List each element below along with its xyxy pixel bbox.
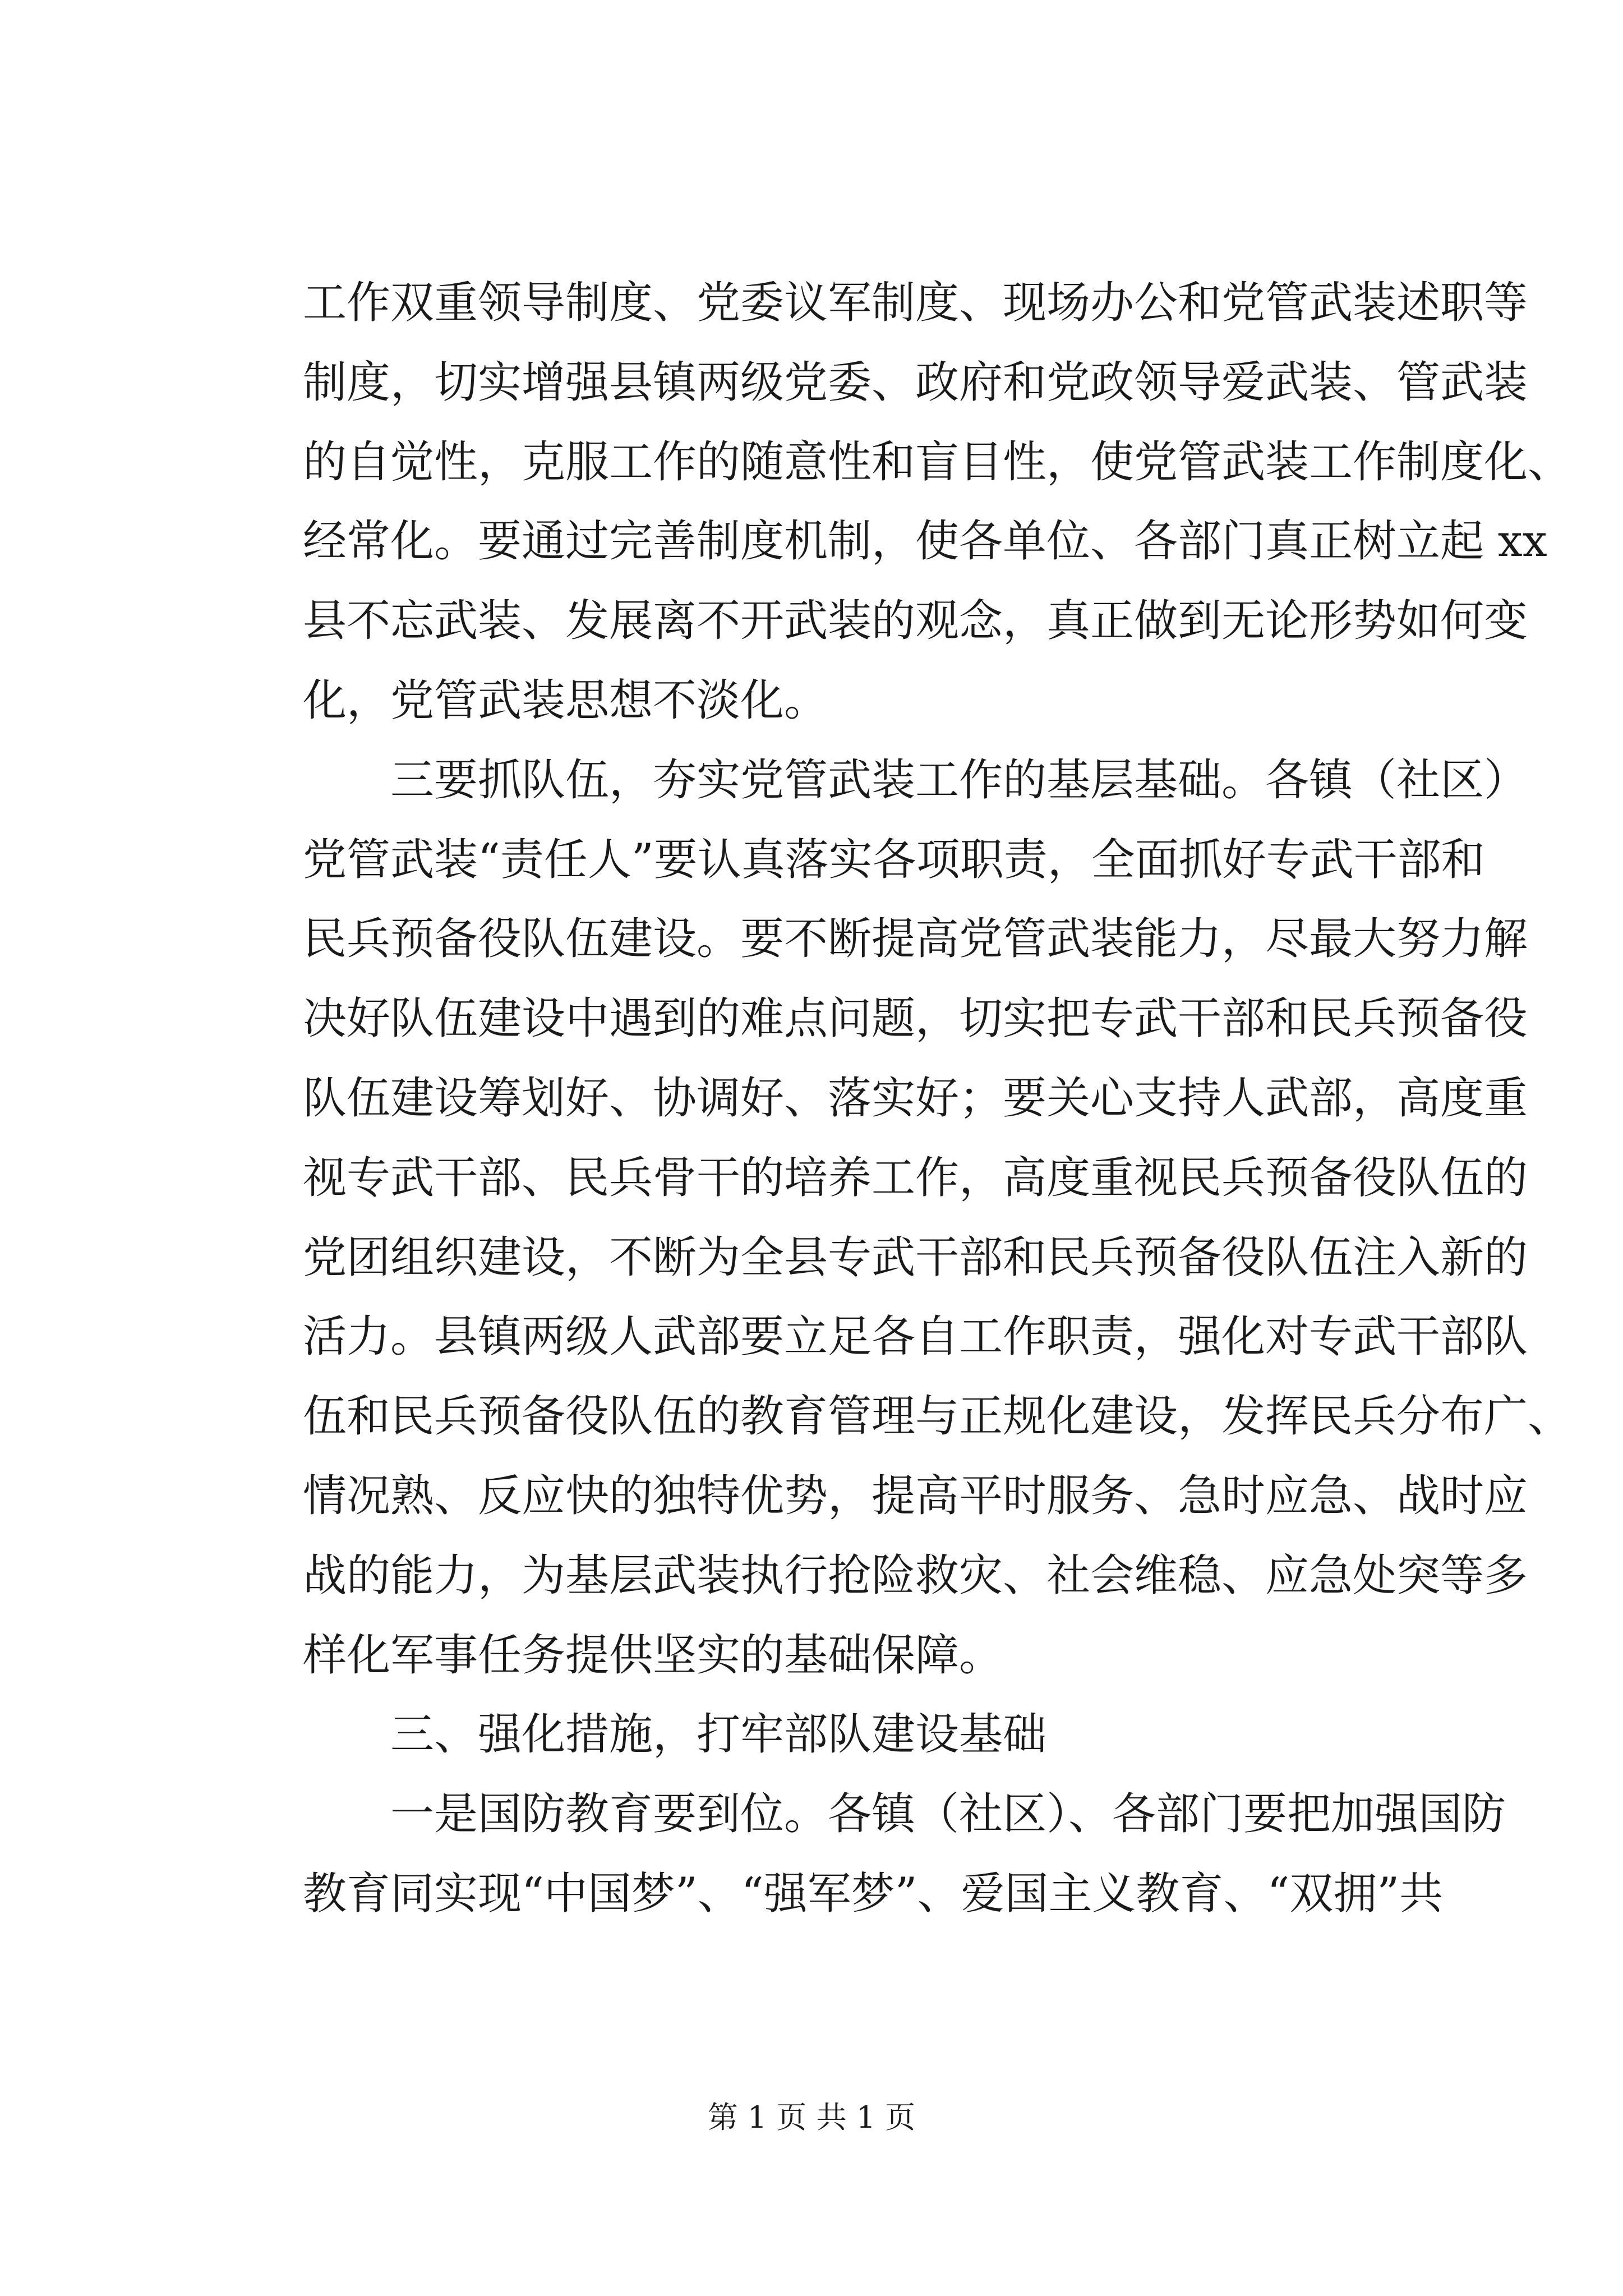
paragraph-line: 三要抓队伍，夯实党管武装工作的基层基础。各镇（社区）: [390, 754, 1528, 806]
paragraph-line: 化，党管武装思想不淡化。: [303, 675, 828, 726]
paragraph-line: 伍和民兵预备役队伍的教育管理与正规化建设，发挥民兵分布广、: [303, 1391, 1572, 1442]
paragraph-line: 党管武装“责任人”要认真落实各项职责，全面抓好专武干部和: [303, 834, 1485, 885]
paragraph-line: 教育同实现“中国梦”、“强军梦”、爱国主义教育、“双拥”共: [303, 1868, 1444, 1919]
paragraph-line: 样化军事任务提供坚实的基础保障。: [303, 1630, 1003, 1681]
paragraph-line: 民兵预备役队伍建设。要不断提高党管武装能力，尽最大努力解: [303, 914, 1528, 965]
paragraph-line: 队伍建设筹划好、协调好、落实好；要关心支持人武部，高度重: [303, 1073, 1528, 1124]
paragraph-line: 经常化。要通过完善制度机制，使各单位、各部门真正树立起 xx: [303, 516, 1547, 567]
paragraph-line: 视专武干部、民兵骨干的培养工作，高度重视民兵预备役队伍的: [303, 1152, 1528, 1203]
paragraph-line: 决好队伍建设中遇到的难点问题，切实把专武干部和民兵预备役: [303, 993, 1528, 1045]
paragraph-line: 工作双重领导制度、党委议军制度、现场办公和党管武装述职等: [303, 278, 1528, 328]
page-number-footer: 第 1 页 共 1 页: [707, 2100, 916, 2135]
paragraph-line: 一是国防教育要到位。各镇（社区）、各部门要把加强国防: [390, 1789, 1506, 1840]
document-body: [303, 264, 1572, 1934]
paragraph-line: 的自觉性，克服工作的随意性和盲目性，使党管武装工作制度化、: [303, 436, 1572, 487]
paragraph-line: 县不忘武装、发展离不开武装的观念，真正做到无论形势如何变: [303, 596, 1528, 647]
paragraph-line: 党团组织建设，不断为全县专武干部和民兵预备役队伍注入新的: [303, 1232, 1528, 1283]
paragraph-line: 活力。县镇两级人武部要立足各自工作职责，强化对专武干部队: [303, 1312, 1528, 1363]
paragraph-line: 战的能力，为基层武装执行抢险救灾、社会维稳、应急处突等多: [303, 1550, 1528, 1601]
paragraph-line: 制度，切实增强县镇两级党委、政府和党政领导爱武装、管武装: [303, 357, 1528, 408]
paragraph-line: 情况熟、反应快的独特优势，提高平时服务、急时应急、战时应: [303, 1470, 1528, 1521]
section-heading: 三、强化措施，打牢部队建设基础: [390, 1709, 1047, 1760]
